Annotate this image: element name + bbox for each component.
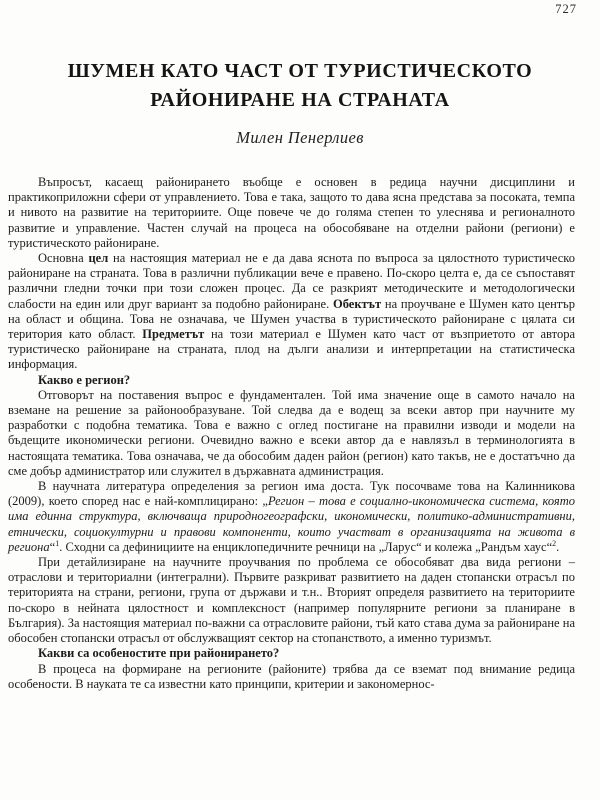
text-segment: Какво е регион? (38, 372, 131, 387)
text-segment: Въпросът, касаещ районирането въобще е основен в редица научни дисциплини и практикоприложни сфери от управлението. Това е така, защото то дава ясна представа за посоката, темпа и нивото на развитие на териториите. Още повече че до голяма степен то улеснява и регионалното развитие и управление. Частен случай на процеса на обособяване на отделни райони (региони) е туристическото райониране. (8, 175, 575, 250)
text-segment: “ (49, 539, 56, 554)
text-segment: на проучване е Шумен като център на област и община. Това не означава, че Шумен участва в туристическото райониране с цялата си територия като област. (8, 296, 575, 342)
page-number: 727 (555, 2, 577, 16)
text-segment: на този материал е Шумен като част от възприетото от автора туристическо райониране на страната, плод на дълги анализи и интерпретации на статистическа информация. (8, 327, 575, 372)
article-title-line-2: РАЙОНИРАНЕ НА СТРАНАТА (150, 89, 450, 111)
text-segment: Основна (38, 251, 89, 266)
paragraph (8, 251, 575, 373)
section-heading (8, 646, 575, 661)
paragraph (8, 175, 575, 251)
text-segment: Обектът (332, 296, 382, 311)
text-segment: Предметът (142, 327, 205, 342)
text-segment: При детайлизиране на научните проучвания по проблема се обособяват два вида региони – отраслови и териториални (интегрални). Първите разкриват развитието на даден стопански отрасъл по територията на страни, региони, група от държави и т.н.. Вторият определя развитието на териториите по-скоро в нейната цялостност и комплексност (например популярните региони за планиране в България). За настоящия материал по-важни са отрасловите райони, тъй като става дума за райониране на обособен стопански отрасъл от обслужващият сектор на стопанството, а именно туризмът. (8, 555, 575, 646)
section-heading (8, 373, 575, 388)
article-body (8, 175, 575, 692)
paragraph (8, 388, 575, 479)
article-title-line-1: ШУМЕН КАТО ЧАСТ ОТ ТУРИСТИЧЕСКОТО (67, 60, 533, 82)
text-segment: цел (88, 251, 109, 266)
text-segment: Отговорът на поставения въпрос е фундаментален. Той има значение още в самото начало на вземане на решение за районообразуване. Той следва да е водещ за всеки автор при научните му разработки с подобна тематика. Това е важно с оглед постигане на правилни изводи и модели на бъдещите икономически региони. Очевидно важно е всеки автор да е навлязъл в терминологията в настоящата тематика. Това означава, че да обособим даден район (регион) като такъв, не е достатъчно да сме добър администратор или служител в държавната администрация. (8, 387, 575, 478)
text-segment: на настоящия материал не е да дава яснота по въпроса за цялостното туристическо райониране на страната. Това в различни публикации вече е правено. По-скоро целта е, да се съпоставят различни гледни точки при този сложен процес. Да се разкрият методическите и методологически слабости на един или друг вариант за подобно райониране. (8, 251, 575, 311)
article-title (30, 57, 570, 115)
text-segment: Регион – това е социално-икономическа система, която има единна структура, включваща природногеографски, икономически, политико-административни, етнически, социокултурни и правови компоненти, които участват в организацията на живота в региона (8, 494, 575, 554)
text-segment: Какви са особеностите при районирането? (38, 646, 280, 661)
paragraph (8, 555, 575, 646)
text-segment: 2 (552, 538, 557, 548)
text-segment: . (556, 539, 560, 554)
paragraph (8, 479, 575, 555)
text-segment: 1 (55, 538, 60, 548)
author-name: Милен Пенерлиев (236, 128, 364, 147)
text-segment: В процеса на формиране на регионите (районите) трябва да се вземат под внимание редица особености. В науката те са известни като принципи, критерии и закономернос- (8, 661, 575, 691)
paragraph (8, 662, 575, 692)
text-segment: В научната литература определения за регион има доста. Тук посочваме това на Калинникова (2009), което според нас е най-комплицирано: „ (8, 479, 575, 509)
text-segment: . Сходни са дефинициите на енциклопедичните речници на „Ларус“ и колежа „Рандъм хаус“ (59, 539, 553, 554)
